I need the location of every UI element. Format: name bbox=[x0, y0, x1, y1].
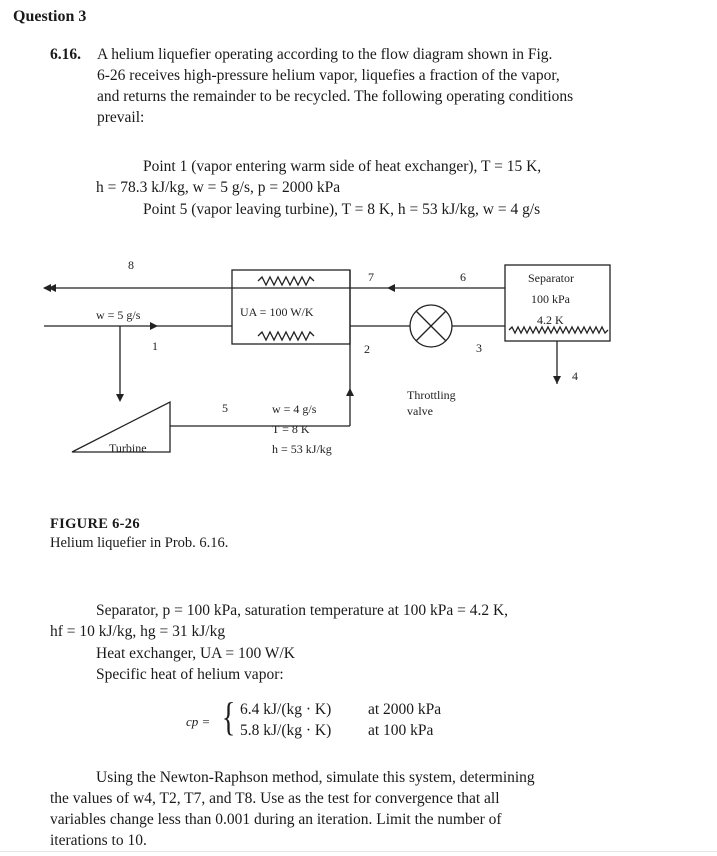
task-line-2: the values of w4, T2, T7, and T8. Use as the test for convergence that all bbox=[50, 790, 500, 807]
separator-line-2: hf = 10 kJ/kg, hg = 31 kJ/kg bbox=[50, 623, 226, 640]
point-label-6: 6 bbox=[460, 270, 466, 284]
separator-pressure: 100 kPa bbox=[531, 292, 570, 306]
stream5-T: T = 8 K bbox=[272, 422, 310, 436]
cp-brace: { bbox=[221, 694, 236, 739]
task-line-1: Using the Newton-Raphson method, simulate this system, determining bbox=[96, 769, 535, 786]
task-line-3: variables change less than 0.001 during an iteration. Limit the number of bbox=[50, 811, 502, 828]
point-label-2: 2 bbox=[364, 342, 370, 356]
hx-coil-top bbox=[258, 277, 314, 285]
point-label-7: 7 bbox=[368, 270, 374, 284]
hx-label: UA = 100 W/K bbox=[240, 305, 314, 319]
separator-temperature: 4.2 K bbox=[537, 313, 564, 327]
point5-line: Point 5 (vapor leaving turbine), T = 8 K, h = 53 kJ/kg, w = 4 g/s bbox=[143, 201, 541, 218]
intro-line-4: prevail: bbox=[97, 109, 145, 126]
valve-label-2: valve bbox=[407, 404, 433, 418]
bottom-divider bbox=[0, 851, 717, 852]
intro-line-2: 6-26 receives high-pressure helium vapor, liquefies a fraction of the vapor, bbox=[97, 67, 560, 84]
point-label-1: 1 bbox=[152, 339, 158, 353]
stream5-w: w = 4 g/s bbox=[272, 402, 317, 416]
separator-line-1: Separator, p = 100 kPa, saturation temperature at 100 kPa = 4.2 K, bbox=[96, 602, 509, 619]
stream-1-arrow bbox=[150, 322, 158, 330]
stream5-h: h = 53 kJ/kg bbox=[272, 442, 332, 456]
intro-line-1: A helium liquefier operating according to the flow diagram shown in Fig. bbox=[97, 46, 553, 63]
problem-number: 6.16. bbox=[50, 46, 81, 63]
stream-8-arrow bbox=[48, 284, 56, 292]
turbine-label: Turbine bbox=[109, 441, 147, 455]
cp-case-1-condition: at 2000 kPa bbox=[368, 701, 442, 718]
hx-line: Heat exchanger, UA = 100 W/K bbox=[96, 645, 295, 662]
point1-line-1: Point 1 (vapor entering warm side of heat exchanger), T = 15 K, bbox=[143, 158, 542, 175]
valve-label-1: Throttling bbox=[407, 388, 456, 402]
separator-title: Separator bbox=[528, 271, 574, 285]
cp-case-2-value: 5.8 kJ/(kg · K) bbox=[240, 722, 332, 739]
cp-heading: Specific heat of helium vapor: bbox=[96, 666, 284, 683]
separator-liquid-level bbox=[509, 327, 608, 333]
point-label-4: 4 bbox=[572, 369, 578, 383]
figure-caption-title: FIGURE 6-26 bbox=[50, 516, 140, 532]
cp-symbol: cp = bbox=[186, 714, 211, 729]
stream-7-arrow bbox=[387, 284, 395, 292]
stream-5-arrow bbox=[346, 388, 354, 396]
cp-case-1-value: 6.4 kJ/(kg · K) bbox=[240, 701, 332, 718]
hx-coil-bottom bbox=[258, 332, 314, 340]
stream-4-arrow bbox=[553, 376, 561, 384]
flow-label: w = 5 g/s bbox=[96, 308, 141, 322]
question-title: Question 3 bbox=[13, 8, 87, 25]
cp-case-2-condition: at 100 kPa bbox=[368, 722, 434, 739]
intro-line-3: and returns the remainder to be recycled. The following operating conditions bbox=[97, 88, 574, 105]
point1-line-2: h = 78.3 kJ/kg, w = 5 g/s, p = 2000 kPa bbox=[96, 179, 341, 196]
point-label-8: 8 bbox=[128, 258, 134, 272]
turbine-feed-arrow bbox=[116, 394, 124, 402]
point-label-3: 3 bbox=[476, 341, 482, 355]
figure-caption-sub: Helium liquefier in Prob. 6.16. bbox=[50, 535, 229, 551]
point-label-5: 5 bbox=[222, 401, 228, 415]
task-line-4: iterations to 10. bbox=[50, 832, 147, 849]
